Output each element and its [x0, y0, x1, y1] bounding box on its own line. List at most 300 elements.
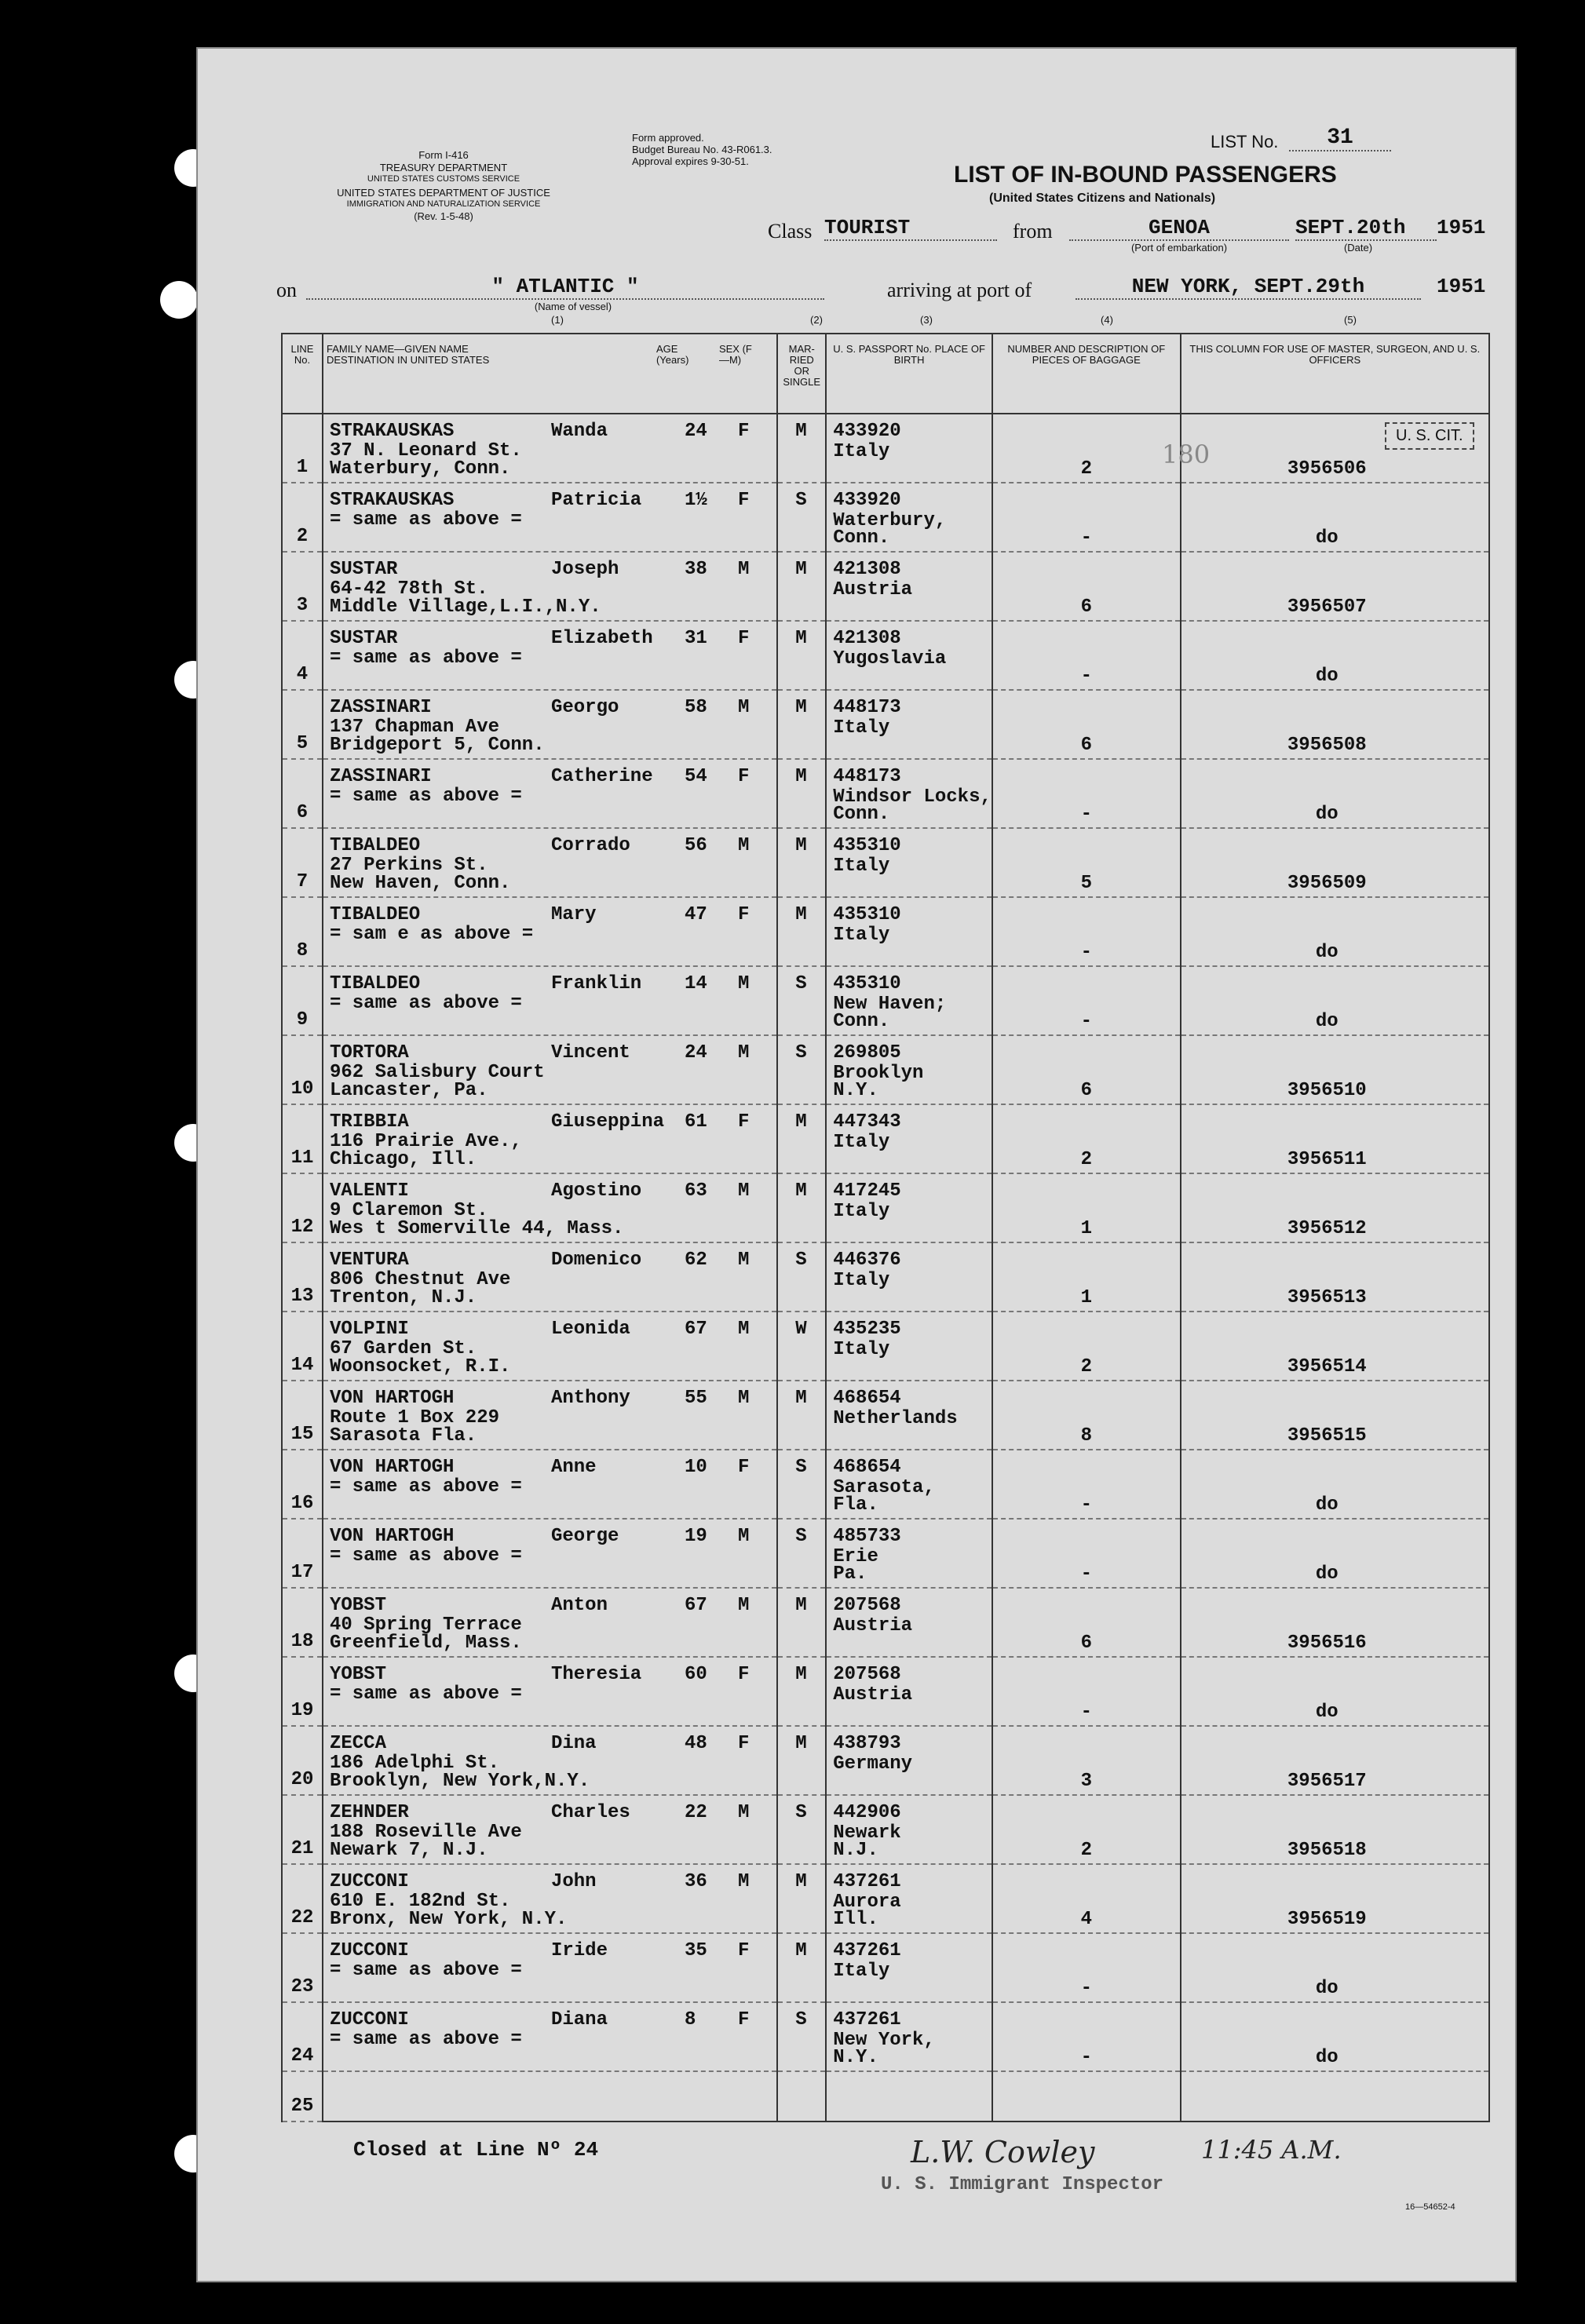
age: 62 [684, 1250, 707, 1271]
birth-place-2: N.Y. [833, 1080, 878, 1101]
age: 47 [684, 904, 707, 925]
passport-number: 437261 [833, 1871, 901, 1892]
baggage-cell [992, 1381, 1181, 1450]
inspector-signature: L.W. Cowley [911, 2135, 1095, 2169]
marital-status: M [795, 421, 807, 442]
officer-cell [1181, 1588, 1489, 1657]
birth-place-2: Conn. [833, 1011, 890, 1032]
passport-cell [826, 1588, 992, 1657]
line-number: 1 [296, 457, 309, 478]
birth-place: Italy [833, 856, 890, 877]
birth-place: Erie [833, 1546, 878, 1567]
baggage-count: 5 [1080, 873, 1092, 894]
officer-number: 3956507 [1287, 597, 1367, 618]
family-name: SUSTAR [329, 559, 398, 580]
baggage-cell [992, 1657, 1181, 1726]
col-num-4: (4) [1101, 314, 1113, 326]
baggage-count: 6 [1080, 1080, 1092, 1101]
name-cell [323, 552, 777, 621]
baggage-cell [992, 1035, 1181, 1104]
line-number-cell [282, 828, 323, 897]
name-cell [323, 966, 777, 1035]
baggage-cell [992, 1519, 1181, 1588]
birth-place: Austria [833, 1684, 913, 1706]
address-line-1: 962 Salisbury Court [329, 1062, 545, 1083]
baggage-count: - [1080, 1978, 1092, 1999]
justice-dept: UNITED STATES DEPARTMENT OF JUSTICE [337, 187, 550, 199]
family-name: ZECCA [329, 1733, 386, 1754]
sex: M [737, 1250, 750, 1271]
given-name: Theresia [550, 1664, 642, 1685]
line-number-cell [282, 1104, 323, 1173]
passport-number: 207568 [833, 1664, 901, 1685]
table-row [282, 1450, 1489, 1519]
line-number: 8 [296, 940, 309, 961]
given-name: Joseph [550, 559, 619, 580]
passport-cell [826, 414, 992, 483]
baggage-count: - [1080, 666, 1092, 687]
line-number: 11 [290, 1147, 314, 1169]
name-cell [323, 1381, 777, 1450]
line-number-cell [282, 1726, 323, 1795]
family-name: ZEHNDER [329, 1802, 409, 1823]
birth-place: Italy [833, 717, 890, 739]
marital-cell [777, 1035, 826, 1104]
marital-status: W [795, 1319, 807, 1340]
family-name: STRAKAUSKAS [329, 490, 455, 511]
baggage-count: - [1080, 942, 1092, 963]
passport-number: 437261 [833, 1940, 901, 1961]
address-line-2: Waterbury, Conn. [329, 458, 511, 480]
baggage-cell [992, 1933, 1181, 2002]
col-married: MAR-RIED OR SINGLE [777, 334, 826, 414]
line-number: 20 [290, 1769, 314, 1790]
col-num-1: (1) [551, 314, 564, 326]
line-number-cell [282, 1657, 323, 1726]
passport-number: 207568 [833, 1595, 901, 1616]
marital-status: M [795, 1595, 807, 1616]
line-number: 5 [296, 733, 309, 754]
address-line-1: = same as above = [329, 1476, 522, 1498]
passport-cell [826, 1104, 992, 1173]
birth-place: Newark [833, 1822, 901, 1844]
baggage-count: 4 [1080, 1909, 1092, 1930]
family-name: ZASSINARI [329, 766, 432, 787]
from-value: GENOA [1069, 216, 1289, 241]
passenger-table [281, 333, 1490, 2122]
marital-cell [777, 2002, 826, 2071]
sex: M [737, 1388, 750, 1409]
baggage-count: 2 [1080, 1840, 1092, 1861]
marital-status: S [795, 1042, 807, 1063]
birth-place: Italy [833, 1339, 890, 1360]
table-row [282, 1242, 1489, 1312]
line-number-cell [282, 2002, 323, 2071]
baggage-count: - [1080, 804, 1092, 825]
officer-cell [1181, 1519, 1489, 1588]
passport-number: 435310 [833, 835, 901, 856]
officer-cell [1181, 897, 1489, 966]
table-row [282, 483, 1489, 552]
passport-cell [826, 1173, 992, 1242]
passport-number: 448173 [833, 766, 901, 787]
table-row [282, 759, 1489, 828]
birth-place: Austria [833, 579, 913, 600]
officer-cell [1181, 1933, 1489, 2002]
baggage-cell [992, 966, 1181, 1035]
age: 22 [684, 1802, 707, 1823]
name-cell [323, 1035, 777, 1104]
line-number: 18 [290, 1631, 314, 1652]
table-row [282, 1104, 1489, 1173]
address-line-2: Brooklyn, New York,N.Y. [329, 1771, 590, 1792]
birth-place: Austria [833, 1615, 913, 1636]
passport-cell [826, 483, 992, 552]
age: 55 [684, 1388, 707, 1409]
col-baggage: NUMBER AND DESCRIPTION OF PIECES OF BAGGAGE [992, 334, 1181, 414]
marital-status: M [795, 559, 807, 580]
passport-cell [826, 1795, 992, 1864]
passport-number: 269805 [833, 1042, 901, 1063]
arrival-port-date: NEW YORK, SEPT.29th [1076, 275, 1421, 300]
passport-number: 468654 [833, 1457, 901, 1478]
marital-cell [777, 414, 826, 483]
given-name: George [550, 1526, 619, 1547]
officer-number: 3956518 [1287, 1840, 1367, 1861]
baggage-count: - [1080, 1563, 1092, 1585]
table-row [282, 1795, 1489, 1864]
sex: F [737, 421, 750, 442]
age: 8 [684, 2009, 696, 2030]
marital-status: M [795, 1733, 807, 1754]
empty-cell [1181, 2071, 1489, 2122]
baggage-count: 1 [1080, 1287, 1092, 1308]
col-passport: U. S. PASSPORT No. PLACE OF BIRTH [826, 334, 992, 414]
age: 58 [684, 697, 707, 718]
name-cell [323, 759, 777, 828]
baggage-cell [992, 483, 1181, 552]
marital-status: S [795, 490, 807, 511]
family-name: SUSTAR [329, 628, 398, 649]
revision: (Rev. 1-5-48) [414, 210, 473, 222]
address-line-1: 40 Spring Terrace [329, 1614, 522, 1636]
vessel-name: " ATLANTIC " [306, 275, 824, 300]
line-number: 25 [290, 2096, 314, 2117]
address-line-1: 27 Perkins St. [329, 855, 488, 876]
passport-cell [826, 966, 992, 1035]
family-name: TIBALDEO [329, 835, 421, 856]
passport-cell [826, 1726, 992, 1795]
marital-status: S [795, 1250, 807, 1271]
line-number-cell [282, 2071, 323, 2122]
passport-number: 433920 [833, 490, 901, 511]
sex: F [737, 1664, 750, 1685]
marital-cell [777, 1933, 826, 2002]
name-cell [323, 414, 777, 483]
closed-note: Closed at Line Nº 24 [353, 2138, 599, 2162]
arrival-year: 1951 [1437, 275, 1486, 298]
line-number: 12 [290, 1217, 314, 1238]
address-line-2: Bridgeport 5, Conn. [329, 735, 545, 756]
list-no-label: LIST No. [1211, 132, 1279, 151]
age: 10 [684, 1457, 707, 1478]
sex: F [737, 766, 750, 787]
given-name: John [550, 1871, 597, 1892]
birth-place: New York, [833, 2030, 935, 2051]
given-name: Franklin [550, 973, 642, 994]
address-line-1: 37 N. Leonard St. [329, 440, 522, 462]
sex: M [737, 1871, 750, 1892]
line-number-cell [282, 1519, 323, 1588]
address-line-1: = same as above = [329, 648, 522, 669]
manifest-title: LIST OF IN-BOUND PASSENGERS [954, 162, 1337, 188]
empty-cell [777, 2071, 826, 2122]
form-number: Form I-416 [418, 149, 469, 161]
given-name: Catherine [550, 766, 653, 787]
marital-cell [777, 1104, 826, 1173]
line-number: 17 [290, 1562, 314, 1583]
officer-number: 3956513 [1287, 1287, 1367, 1308]
marital-cell [777, 897, 826, 966]
line-number: 15 [290, 1424, 314, 1445]
sex: M [737, 973, 750, 994]
birth-place: Sarasota, [833, 1477, 935, 1498]
given-name: Domenico [550, 1250, 642, 1271]
sex: M [737, 1180, 750, 1202]
marital-cell [777, 1657, 826, 1726]
passport-number: 421308 [833, 628, 901, 649]
line-number: 24 [290, 2045, 314, 2067]
sex: M [737, 1595, 750, 1616]
passport-cell [826, 1035, 992, 1104]
passport-cell [826, 1450, 992, 1519]
birth-place: Yugoslavia [833, 648, 947, 669]
sex: M [737, 1319, 750, 1340]
table-row [282, 1933, 1489, 2002]
sex: M [737, 559, 750, 580]
name-cell [323, 1657, 777, 1726]
marital-status: M [795, 904, 807, 925]
address-line-1: 64-42 78th St. [329, 578, 488, 600]
table-row [282, 828, 1489, 897]
officer-number: do [1315, 1494, 1338, 1516]
marital-cell [777, 1588, 826, 1657]
name-cell [323, 1104, 777, 1173]
age: 14 [684, 973, 707, 994]
family-name: ZUCCONI [329, 1940, 409, 1961]
line-number-cell [282, 1864, 323, 1933]
officer-cell [1181, 690, 1489, 759]
table-row [282, 1726, 1489, 1795]
line-number-cell [282, 1312, 323, 1381]
vessel-caption: (Name of vessel) [534, 301, 612, 312]
passport-cell [826, 2002, 992, 2071]
line-number-cell [282, 966, 323, 1035]
baggage-cell [992, 1450, 1181, 1519]
name-cell [323, 2002, 777, 2071]
officer-cell [1181, 828, 1489, 897]
officer-cell [1181, 1450, 1489, 1519]
line-number: 3 [296, 595, 309, 616]
age: 31 [684, 628, 707, 649]
officer-number: do [1315, 2047, 1338, 2068]
birth-place-2: Ill. [833, 1909, 878, 1930]
officer-number: 3956517 [1287, 1771, 1367, 1792]
approval-line-3: Approval expires 9-30-51. [632, 155, 749, 167]
age: 54 [684, 766, 707, 787]
family-name: VON HARTOGH [329, 1388, 455, 1409]
family-name: VALENTI [329, 1180, 409, 1202]
line-number-cell [282, 759, 323, 828]
line-number-cell [282, 1795, 323, 1864]
sex: M [737, 1526, 750, 1547]
table-row [282, 2002, 1489, 2071]
line-number: 2 [296, 526, 309, 547]
passport-cell [826, 759, 992, 828]
table-row [282, 1864, 1489, 1933]
passport-number: 437261 [833, 2009, 901, 2030]
name-cell [323, 483, 777, 552]
line-number: 9 [296, 1009, 309, 1031]
table-row [282, 690, 1489, 759]
passport-number: 446376 [833, 1250, 901, 1271]
address-line-1: = same as above = [329, 1960, 522, 1981]
sex: M [737, 697, 750, 718]
col-line: LINE No. [282, 334, 323, 414]
table-row [282, 1588, 1489, 1657]
baggage-cell [992, 1795, 1181, 1864]
age: 63 [684, 1180, 707, 1202]
passport-cell [826, 552, 992, 621]
line-number-cell [282, 483, 323, 552]
birth-place: Germany [833, 1753, 913, 1775]
officer-cell [1181, 1104, 1489, 1173]
marital-status: S [795, 1526, 807, 1547]
family-name: TRIBBIA [329, 1111, 409, 1133]
passport-cell [826, 897, 992, 966]
address-line-1: = same as above = [329, 786, 522, 807]
pencil-note: 180 [1162, 440, 1211, 469]
marital-cell [777, 1381, 826, 1450]
name-cell [323, 1795, 777, 1864]
officer-number: 3956514 [1287, 1356, 1367, 1377]
birth-place: Windsor Locks, [833, 786, 992, 808]
col-name-label: FAMILY NAME—GIVEN NAME DESTINATION IN UNITED STATES [326, 343, 490, 366]
officer-number: 3956509 [1287, 873, 1367, 894]
age: 24 [684, 1042, 707, 1063]
passport-number: 438793 [833, 1733, 901, 1754]
officer-number: 3956510 [1287, 1080, 1367, 1101]
given-name: Dina [550, 1733, 597, 1754]
officer-number: do [1315, 804, 1338, 825]
given-name: Vincent [550, 1042, 630, 1063]
officer-cell [1181, 1726, 1489, 1795]
passport-number: 435310 [833, 904, 901, 925]
officer-number: do [1315, 942, 1338, 963]
sex: F [737, 1457, 750, 1478]
marital-cell [777, 552, 826, 621]
officer-cell [1181, 1657, 1489, 1726]
inspection-time: 11:45 A.M. [1201, 2135, 1342, 2165]
line-number-cell [282, 1933, 323, 2002]
family-name: TORTORA [329, 1042, 409, 1063]
passport-number: 435235 [833, 1319, 901, 1340]
col-name [323, 334, 777, 414]
marital-cell [777, 966, 826, 1035]
passport-number: 442906 [833, 1802, 901, 1823]
address-line-2: Chicago, Ill. [329, 1149, 477, 1170]
officer-cell [1181, 1381, 1489, 1450]
sex: M [737, 1042, 750, 1063]
age: 19 [684, 1526, 707, 1547]
line-number-cell [282, 552, 323, 621]
officer-number: 3956511 [1287, 1149, 1367, 1170]
baggage-count: - [1080, 527, 1092, 549]
address-line-2: New Haven, Conn. [329, 873, 511, 894]
address-line-1: 67 Garden St. [329, 1338, 477, 1359]
address-line-1: = sam e as above = [329, 924, 534, 945]
given-name: Iride [550, 1940, 608, 1961]
col-officers: THIS COLUMN FOR USE OF MASTER, SURGEON, AND U. S. OFFICERS [1181, 334, 1489, 414]
name-cell [323, 828, 777, 897]
line-number-cell [282, 897, 323, 966]
baggage-count: 1 [1080, 1218, 1092, 1239]
line-number-cell [282, 1242, 323, 1312]
given-name: Elizabeth [550, 628, 653, 649]
name-cell [323, 1933, 777, 2002]
address-line-1: = same as above = [329, 1684, 522, 1705]
marital-status: M [795, 1940, 807, 1961]
passport-cell [826, 1312, 992, 1381]
approval-line-1: Form approved. [632, 132, 704, 144]
name-cell [323, 1519, 777, 1588]
line-number: 23 [290, 1976, 314, 1997]
sex: F [737, 490, 750, 511]
address-line-2: Woonsocket, R.I. [329, 1356, 511, 1377]
age: 56 [684, 835, 707, 856]
officer-number: do [1315, 1011, 1338, 1032]
baggage-cell [992, 828, 1181, 897]
passport-number: 435310 [833, 973, 901, 994]
from-caption: (Port of embarkation) [1130, 242, 1228, 254]
family-name: ZUCCONI [329, 1871, 409, 1892]
passport-number: 421308 [833, 559, 901, 580]
baggage-cell [992, 759, 1181, 828]
line-number-cell [282, 414, 323, 483]
officer-number: 3956519 [1287, 1909, 1367, 1930]
marital-status: M [795, 1388, 807, 1409]
officer-cell [1181, 621, 1489, 690]
marital-status: M [795, 628, 807, 649]
marital-status: M [795, 697, 807, 718]
marital-status: M [795, 1664, 807, 1685]
birth-place: Aurora [833, 1892, 901, 1913]
inspector-caption: U. S. Immigrant Inspector [881, 2174, 1164, 2195]
passport-cell [826, 828, 992, 897]
departure-year: 1951 [1437, 216, 1486, 239]
family-name: YOBST [329, 1595, 386, 1616]
family-name: VOLPINI [329, 1319, 409, 1340]
birth-place-2: N.J. [833, 1840, 878, 1861]
age: 1½ [684, 490, 707, 511]
name-cell [323, 1173, 777, 1242]
marital-cell [777, 1795, 826, 1864]
on-label: on [276, 279, 297, 301]
marital-cell [777, 1312, 826, 1381]
officer-cell [1181, 1242, 1489, 1312]
address-line-1: 9 Claremon St. [329, 1200, 488, 1221]
manifest-page [196, 47, 1517, 2282]
